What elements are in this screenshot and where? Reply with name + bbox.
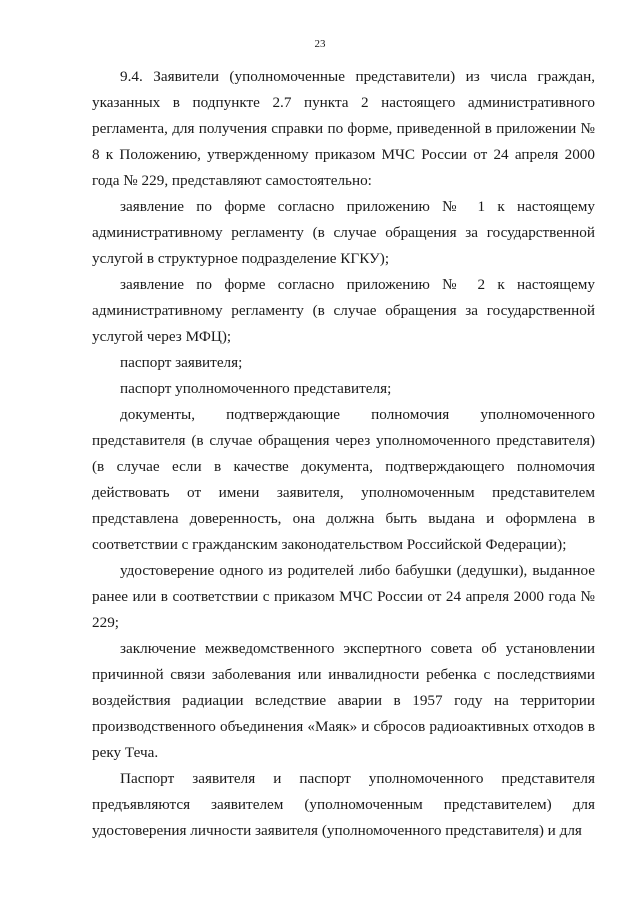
paragraph-9-4: 9.4. Заявители (уполномоченные представители) из числа граждан, указанных в подпункте 2.7 пункта 2 настоящего административного регламента, для получения справки по форме, приведенной в приложении № 8 к Положению, утвержденному приказом МЧС России от 24 апреля 2000 года № 229, представляют самостоятельно: (92, 68, 595, 189)
page-number: 23 (314, 38, 326, 50)
paragraph-representative-passport: паспорт уполномоченного представителя; (120, 380, 392, 397)
paragraph-authority-documents: документы, подтверждающие полномочия уполномоченного представителя (в случае обращения через уполномоченного представителя) (в случае если в качестве документа, подтверждающего полномочия действовать от имени заявителя, уполномоченным представителем представлена доверенность, она должна быть выдана и оформлена в соответствии с гражданским законодательством Российской Федерации); (92, 406, 595, 553)
paragraph-application-form-1: заявление по форме согласно приложению № 1 к настоящему административному регламенту (в случае обращения за государственной услугой в структурное подразделение КГКУ); (92, 198, 595, 267)
paragraph-expert-council-conclusion: заключение межведомственного экспертного совета об установлении причинной связи заболевания или инвалидности ребенка с последствиями воздействия радиации вследствие аварии в 1957 году на территории производственного объединения «Маяк» и сбросов радиоактивных отходов в реку Теча. (92, 640, 595, 761)
paragraph-application-form-2: заявление по форме согласно приложению № 2 к настоящему административному регламенту (в случае обращения за государственной услугой через МФЦ); (92, 276, 595, 345)
paragraph-parent-certificate: удостоверение одного из родителей либо бабушки (дедушки), выданное ранее или в соответствии с приказом МЧС России от 24 апреля 2000 года № 229; (92, 562, 595, 631)
paragraph-passports-presented: Паспорт заявителя и паспорт уполномоченного представителя предъявляются заявителем (уполномоченным представителем) для удостоверения личности заявителя (уполномоченного представителя) и для (92, 770, 595, 839)
document-body (92, 64, 595, 844)
paragraph-applicant-passport: паспорт заявителя; (120, 354, 243, 371)
